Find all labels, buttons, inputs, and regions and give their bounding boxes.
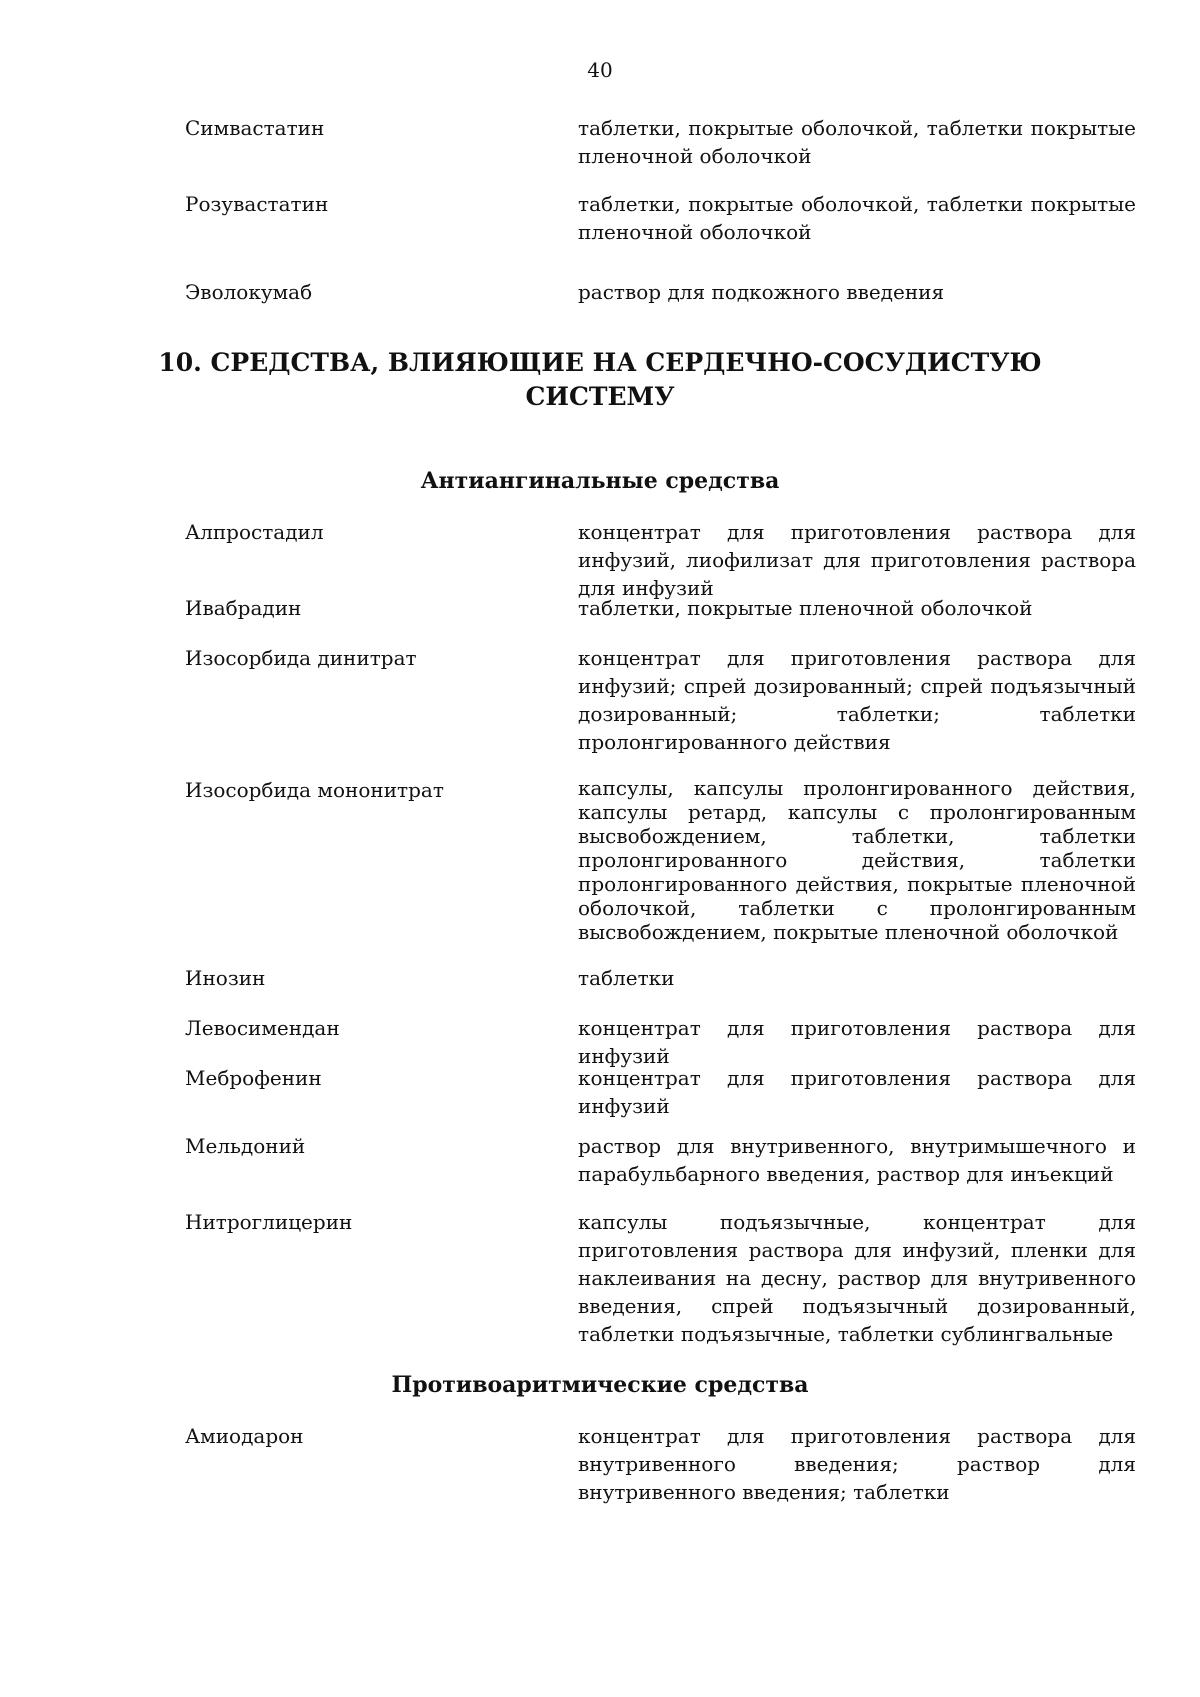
drug-forms: таблетки, покрытые оболочкой, таблетки покрытые пленочной оболочкой — [578, 116, 1136, 168]
drug-name: Инозин — [185, 966, 266, 990]
drug-name: Розувастатин — [185, 192, 329, 216]
drug-forms: капсулы, капсулы пролонгированного действия, капсулы ретард, капсулы с пролонгированным высвобождением, таблетки, таблетки пролонгированного действия, таблетки пролонгированного действия, покрытые пленочной оболочкой, таблетки с пролонгированным высвобождением, покрытые пленочной оболочкой — [578, 776, 1136, 944]
subsection-heading: Противоаритмические средства — [391, 1372, 809, 1398]
drug-forms: раствор для внутривенного, внутримышечного и парабульбарного введения, раствор для инъекций — [578, 1134, 1136, 1186]
drug-forms: концентрат для приготовления раствора для инфузий, лиофилизат для приготовления раствора для инфузий — [578, 520, 1136, 600]
drug-forms: таблетки, покрытые оболочкой, таблетки покрытые пленочной оболочкой — [578, 192, 1136, 244]
page-number: 40 — [587, 58, 613, 82]
drug-name: Амиодарон — [185, 1424, 304, 1448]
drug-name: Мельдоний — [185, 1134, 306, 1158]
drug-forms: концентрат для приготовления раствора для инфузий — [578, 1016, 1136, 1068]
drug-name: Левосимендан — [185, 1016, 340, 1040]
drug-name: Эволокумаб — [185, 280, 313, 304]
drug-forms: концентрат для приготовления раствора для внутривенного введения; раствор для внутривенного введения; таблетки — [578, 1424, 1136, 1504]
drug-name: Симвастатин — [185, 116, 325, 140]
drug-name: Меброфенин — [185, 1066, 322, 1090]
subsection-heading: Антиангинальные средства — [420, 468, 780, 494]
drug-name: Алпростадил — [185, 520, 324, 544]
drug-name: Изосорбида динитрат — [185, 646, 417, 670]
drug-forms: таблетки, покрытые пленочной оболочкой — [578, 596, 1033, 620]
drug-name: Нитроглицерин — [185, 1210, 353, 1234]
drug-name: Изосорбида мононитрат — [185, 778, 444, 802]
drug-forms: концентрат для приготовления раствора для инфузий — [578, 1066, 1136, 1118]
drug-forms: таблетки — [578, 966, 675, 990]
section-title: 10. СРЕДСТВА, ВЛИЯЮЩИЕ НА СЕРДЕЧНО-СОСУДИСТУЮ — [158, 348, 1042, 377]
section-title-continued: СИСТЕМУ — [525, 382, 675, 411]
drug-forms: капсулы подъязычные, концентрат для приготовления раствора для инфузий, пленки для наклеивания на десну, раствор для внутривенного введения, спрей подъязычный дозированный, таблетки подъязычные, таблетки сублингвальные — [578, 1210, 1136, 1346]
drug-forms: концентрат для приготовления раствора для инфузий; спрей дозированный; спрей подъязычный дозированный; таблетки; таблетки пролонгированного действия — [578, 646, 1136, 754]
drug-forms: раствор для подкожного введения — [578, 280, 945, 304]
drug-name: Ивабрадин — [185, 596, 302, 620]
